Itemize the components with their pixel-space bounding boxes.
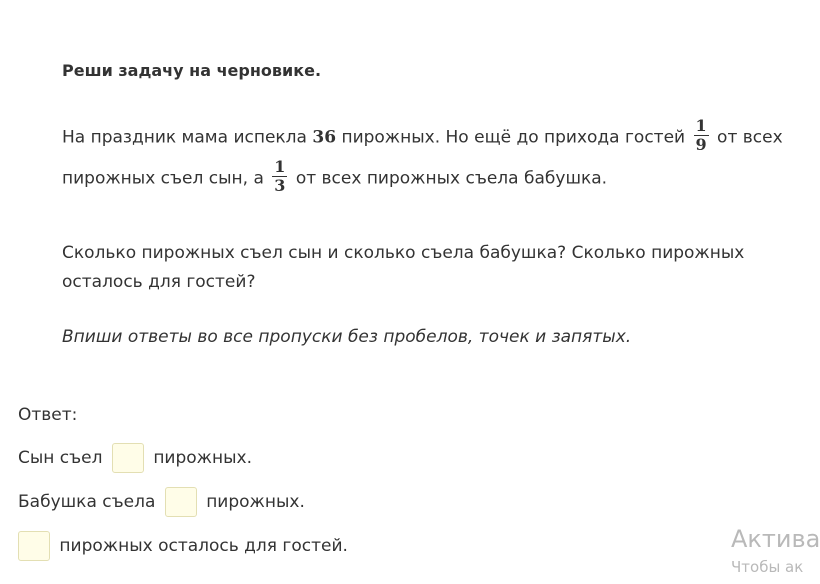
task-hint: Впиши ответы во все пропуски без пробелов, точек и запятых. bbox=[62, 327, 632, 347]
answer-line-guests bbox=[18, 530, 348, 562]
guests-answer-input[interactable] bbox=[18, 531, 50, 561]
fraction-numerator: 1 bbox=[695, 116, 707, 135]
problem-text-part: от всех bbox=[711, 127, 783, 148]
answer-label: пирожных. bbox=[206, 492, 305, 512]
answer-label: пирожных осталось для гостей. bbox=[59, 536, 348, 556]
answer-line-grandma bbox=[18, 486, 348, 518]
problem-text-part: от всех пирожных съела бабушка. bbox=[290, 168, 608, 189]
task-question: Сколько пирожных съел сын и сколько съела бабушка? Сколько пирожных осталось для гостей? bbox=[62, 243, 745, 292]
answer-label: Сын съел bbox=[18, 448, 103, 468]
problem-text-part: На праздник мама испекла bbox=[62, 127, 313, 148]
problem-line-1 bbox=[62, 116, 783, 154]
task-block bbox=[62, 58, 783, 350]
son-answer-input[interactable] bbox=[112, 443, 144, 473]
fraction-numerator: 1 bbox=[274, 157, 286, 176]
fraction-one-ninth bbox=[694, 117, 709, 154]
watermark-title: Актива bbox=[731, 525, 820, 553]
answer-title: Ответ: bbox=[18, 405, 78, 425]
fraction-denominator: 3 bbox=[274, 176, 286, 195]
answer-section bbox=[18, 400, 348, 562]
grandma-answer-input[interactable] bbox=[165, 487, 197, 517]
watermark-subtitle: Чтобы ак bbox=[731, 558, 804, 576]
fraction-one-third bbox=[272, 158, 287, 195]
problem-line-2 bbox=[62, 157, 608, 195]
answer-label: Бабушка съела bbox=[18, 492, 156, 512]
answer-label: пирожных. bbox=[153, 448, 252, 468]
task-instruction: Реши задачу на черновике. bbox=[62, 61, 322, 80]
fraction-denominator: 9 bbox=[695, 135, 707, 154]
cakes-count: 36 bbox=[312, 127, 337, 148]
problem-text-part: пирожных. Но ещё до прихода гостей bbox=[336, 127, 691, 148]
problem-text bbox=[62, 116, 783, 209]
answer-line-son bbox=[18, 442, 348, 474]
activation-watermark bbox=[731, 522, 820, 578]
problem-text-part: пирожных съел сын, а bbox=[62, 168, 270, 189]
